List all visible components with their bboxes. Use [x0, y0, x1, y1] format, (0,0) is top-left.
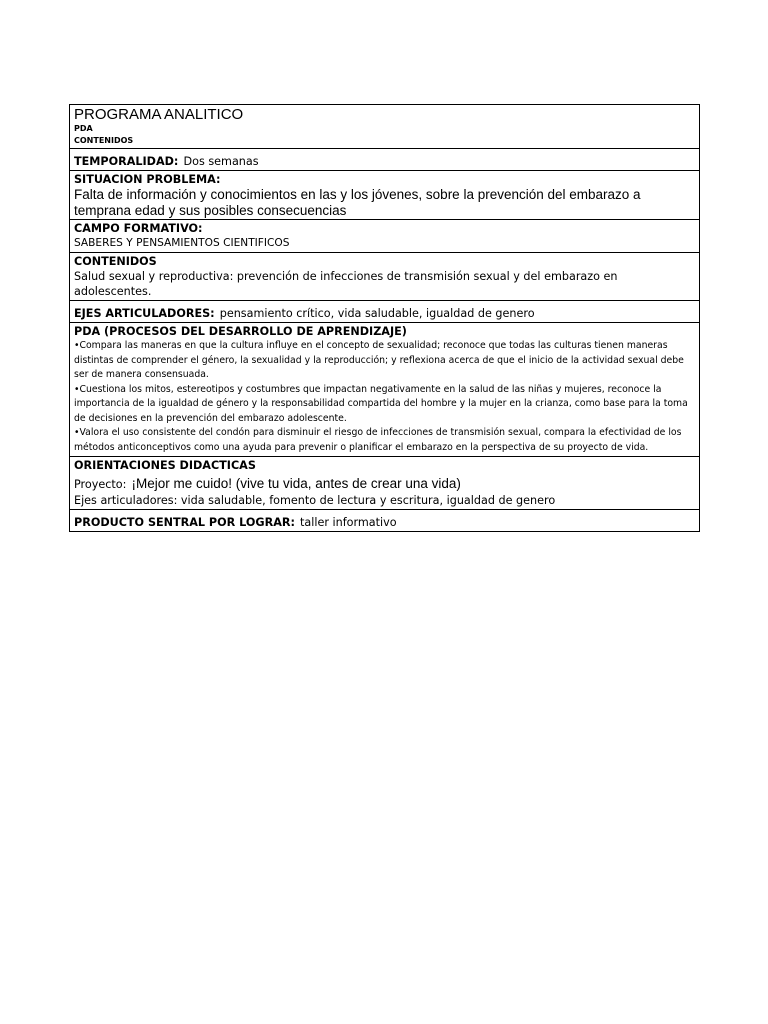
producto-label: PRODUCTO SENTRAL POR LOGRAR: [74, 515, 295, 529]
ejes-value: pensamiento crítico, vida saludable, igualdad de genero [219, 307, 535, 321]
situacion-value: Falta de información y conocimientos en las y los jóvenes, sobre la prevención del embarazo a temprana edad y sus posibles consecuencias [74, 187, 641, 218]
ejes-cell [70, 301, 700, 323]
producto-value: taller informativo [300, 515, 397, 529]
orientaciones-row [70, 457, 700, 509]
contenidos-value: Salud sexual y reproductiva: prevención de infecciones de transmisión sexual y del embarazo en adolescentes. [74, 270, 618, 299]
temporalidad-value: Dos semanas [183, 155, 259, 168]
ejes-label: EJES ARTICULADORES: [74, 307, 215, 321]
campo-value: SABERES Y PENSAMIENTOS CIENTIFICOS [74, 237, 290, 250]
temporalidad-label: TEMPORALIDAD: [74, 155, 179, 168]
pda-item: •Compara las maneras en que la cultura influye en el concepto de sexualidad; reconoce que todas las culturas tienen maneras distintas de comprender el género, la sexualidad y la reproducción; y reflexiona acerca de que el inicio de la actividad sexual debe ser de manera consensuada. [74, 340, 684, 381]
orientaciones-cell [70, 457, 700, 509]
document-title: PROGRAMA ANALITICO [74, 106, 244, 123]
proyecto-label: Proyecto: [74, 478, 127, 492]
ejes-row [70, 301, 700, 323]
pda-item: •Cuestiona los mitos, estereotipos y costumbres que impactan negativamente en la salud de las niñas y mujeres, reconoce la importancia de la igualdad de género y la responsabilidad compartida del hombre y la mujer en la crianza, como base para la toma de decisiones en la prevención del embarazo adolescente. [74, 383, 688, 424]
producto-cell [70, 509, 700, 531]
situacion-cell [70, 171, 700, 220]
header-row [70, 105, 700, 149]
contenidos-label: CONTENIDOS [74, 255, 157, 269]
orientaciones-label: ORIENTACIONES DIDACTICAS [74, 459, 256, 473]
pda-label: PDA (PROCESOS DEL DESARROLLO DE APRENDIZAJE) [74, 325, 407, 339]
campo-row [70, 220, 700, 253]
proyecto-value: ¡Mejor me cuido! (vive tu vida, antes de crear una vida) [131, 476, 461, 492]
campo-cell [70, 220, 700, 253]
situacion-row [70, 171, 700, 220]
header-sub-pda: PDA [74, 124, 93, 133]
pda-row [70, 323, 700, 457]
pda-item: •Valora el uso consistente del condón para disminuir el riesgo de infecciones de transmisión sexual, compara la efectividad de los métodos anticonceptivos como una ayuda para prevenir o planificar el embarazo en la perspectiva de su proyecto de vida. [74, 427, 682, 453]
contenidos-cell [70, 253, 700, 301]
contenidos-row [70, 253, 700, 301]
header-cell [70, 105, 700, 149]
header-sub-contenidos: CONTENIDOS [74, 136, 134, 145]
campo-label: CAMPO FORMATIVO: [74, 222, 203, 236]
proyecto-line [74, 473, 695, 492]
situacion-label: SITUACION PROBLEMA: [74, 173, 221, 187]
programa-analitico-table [69, 104, 700, 532]
orientaciones-ejes-line: Ejes articuladores: vida saludable, fomento de lectura y escritura, igualdad de genero [74, 493, 556, 507]
producto-row [70, 509, 700, 531]
temporalidad-cell [70, 149, 700, 171]
pda-cell [70, 323, 700, 457]
temporalidad-row [70, 149, 700, 171]
